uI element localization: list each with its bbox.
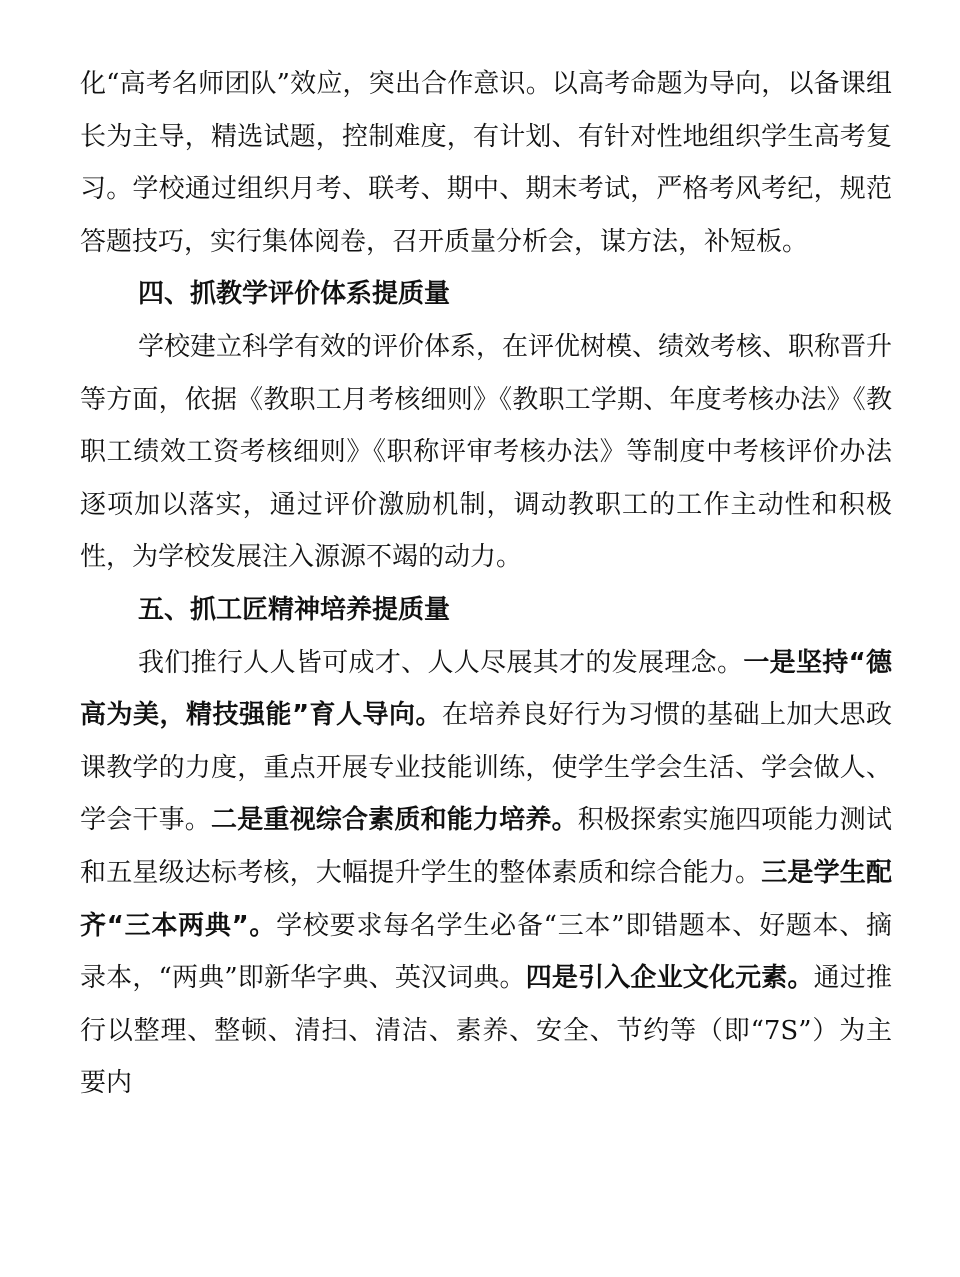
key-point-three: 三是学生配齐“三本两典”。: [80, 857, 892, 941]
text-segment: 学校要求每名学生必备“三本”即错题本、好题本、摘录本，“两典”即新华字典、英汉词典。: [80, 910, 892, 994]
section-heading-five: 五、抓工匠精神培养提质量: [138, 594, 451, 625]
key-point-one: 一是坚持“德高为美，精技强能”育人导向。: [80, 647, 892, 731]
paragraph-evaluation-system: 学校建立科学有效的评价体系，在评优树模、绩效考核、职称晋升等方面，依据《教职工月考核细则》《教职工学期、年度考核办法》《教职工绩效工资考核细则》《职称评审考核办法》等制度中考核评价办法逐项加以落实，通过评价激励机制，调动教职工的工作主动性和积极性，为学校发展注入源源不竭的动力。: [80, 331, 893, 573]
text-segment: 通过推行以整理、整顿、清扫、清洁、素养、安全、节约等（即“7S”）为主要内: [80, 963, 892, 1099]
paragraph-continued: 化“高考名师团队”效应，突出合作意识。以高考命题为导向，以备课组长为主导，精选试题，控制难度，有计划、有针对性地组织学生高考复习。学校通过组织月考、联考、期中、期末考试，严格考风考纪，规范答题技巧，实行集体阅卷，召开质量分析会，谋方法，补短板。: [80, 69, 892, 257]
key-point-four: 四是引入企业文化元素。: [525, 963, 814, 994]
text-segment: 积极探索实施四项能力测试和五星级达标考核，大幅提升学生的整体素质和综合能力。: [80, 805, 892, 888]
document-page: [80, 58, 892, 1110]
text-segment: 我们推行人人皆可成才、人人尽展其才的发展理念。: [138, 647, 744, 678]
paragraph-craftsman-spirit: [80, 637, 892, 1110]
key-point-two: 二是重视综合素质和能力培养。: [211, 805, 578, 836]
text-segment: 在培养良好行为习惯的基础上加大思政课教学的力度，重点开展专业技能训练，使学生学会生活、学会做人、学会干事。: [80, 700, 892, 836]
section-heading-four: 四、抓教学评价体系提质量: [138, 279, 451, 310]
